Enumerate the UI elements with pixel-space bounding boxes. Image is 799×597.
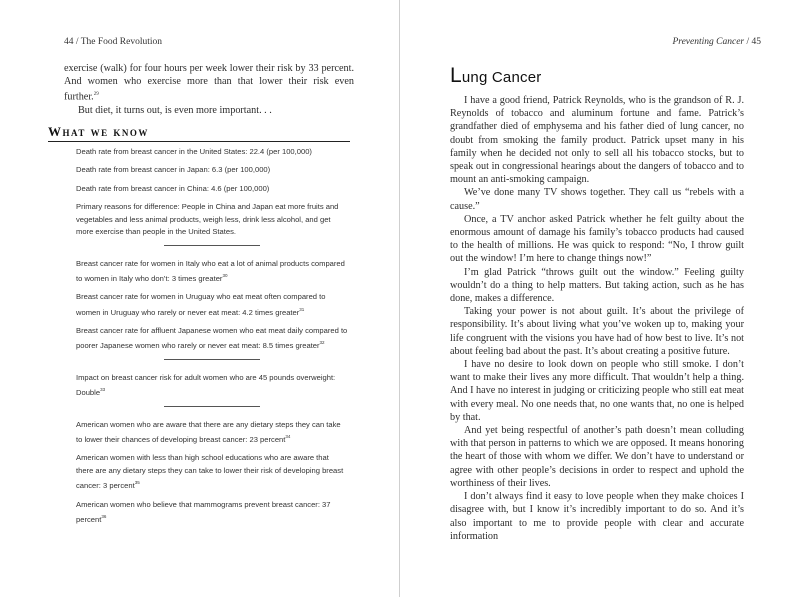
top-para-line3: But diet, it turns out, is even more important. . . <box>78 105 272 116</box>
left-running-head <box>64 37 162 47</box>
fact-item: Impact on breast cancer risk for adult women who are 45 pounds overweight: Double$^{33}$ <box>76 372 336 398</box>
footnote-marker: 30 <box>222 272 228 278</box>
chapter-title: Preventing Cancer <box>672 37 745 47</box>
fact-item: American women who are aware that there are any dietary steps they can take to lower their chances of developing breast cancer: 23 percent$^{34}$ <box>76 419 341 444</box>
divider <box>164 406 260 407</box>
footnote-marker: 36 <box>101 513 107 519</box>
book-title: The Food Revolution <box>80 37 163 47</box>
facts-group-1 <box>76 146 348 238</box>
fact-item: Death rate from breast cancer in Japan: 6.3 (per 100,000) <box>76 165 271 175</box>
fact-item: American women who believe that mammograms prevent breast cancer: 37 percent$^{36}$ <box>76 499 331 524</box>
divider <box>164 245 260 246</box>
body-paragraph: I don’t always find it easy to love people when they make choices I disagree with, but I know it’s incredibly important to do so. And it’s also important to me to provide people with clear and accurate information <box>450 491 744 542</box>
left-top-paragraph <box>64 62 354 117</box>
body-paragraph: I’m glad Patrick “throws guilt out the window.” Feeling guilty wouldn’t do a thing to help matters. But taking action, such as he has done, makes a difference. <box>450 266 744 305</box>
body-paragraph: We’ve done many TV shows together. They call us “rebels with a cause.” <box>450 187 744 212</box>
facts-group-4 <box>76 419 348 526</box>
left-running-separator: / <box>75 37 79 47</box>
left-page <box>0 0 399 597</box>
section-heading: What we know <box>48 124 350 142</box>
section-title-rest: ung Cancer <box>461 69 542 86</box>
footnote-marker: 35 <box>134 480 140 486</box>
fact-item: Breast cancer rate for affluent Japanese women who eat meat daily compared to poorer Japanese women who rarely or never eat meat: 8.5 times greater$^{32}$ <box>76 326 348 351</box>
body-paragraph: And yet being respectful of another’s path doesn’t mean colluding with that person in patterns to which we are opposed. It means honoring the heart of those with whom we differ. We don’t have to understand or agree with other people’s decisions in order to respect and uphold the worthiness of their lives. <box>450 425 744 489</box>
footnote-marker: 31 <box>299 306 305 312</box>
body-paragraph: Once, a TV anchor asked Patrick whether he felt guilty about the enormous amount of damage his family’s tobacco products had caused to the health of millions. He was quick to respond: “No, I throw guilt out the window! I’m here to change things now!” <box>450 213 744 265</box>
fact-item: Death rate from breast cancer in China: 4.6 (per 100,000) <box>76 183 270 193</box>
section-title-initial: L <box>450 64 462 87</box>
right-body-text <box>450 94 744 543</box>
fact-item: Primary reasons for difference: People in China and Japan eat more fruits and vegetables and less animal products, weigh less, drink less alcohol, and get more exercise than people in the United States. <box>76 202 339 237</box>
footnote-marker: 33 <box>100 387 106 393</box>
footnote-marker: 34 <box>285 433 291 439</box>
right-running-separator: / <box>746 37 750 47</box>
facts-group-3 <box>76 372 348 400</box>
body-paragraph: I have no desire to look down on people who still smoke. I don’t want to make their lives any more difficult. That wouldn’t help a thing. And I have no interest in judging or criticizing people who still eat meat with every meal. No one needs that, no one wants that, no one is helped by that. <box>450 359 744 423</box>
facts-group-2 <box>76 258 348 353</box>
right-page <box>400 0 799 597</box>
fact-item: Breast cancer rate for women in Italy who eat a lot of animal products compared to women in Italy who don’t: 3 times greater$^{30}$ <box>76 258 345 283</box>
footnote-marker: 29 <box>93 92 99 98</box>
top-para-line: exercise (walk) for four hours per week lower their risk by 33 percent. And women who exercise more than that lower their risk even further.$^{29}$ <box>64 63 354 103</box>
fact-item: American women with less than high school educations who are aware that there are any dietary steps they can take to lower their risk of developing breast cancer: 3 percent$^{35}$ <box>76 453 344 491</box>
section-title <box>450 64 744 88</box>
fact-item: Breast cancer rate for women in Uruguay who eat meat often compared to women in Uruguay who rarely or never eat meat: 4.2 times greater$^{31}$ <box>76 292 326 317</box>
fact-item: Death rate from breast cancer in the United States: 22.4 (per 100,000) <box>76 147 312 156</box>
facts-list <box>76 146 348 532</box>
right-column <box>450 64 744 543</box>
body-paragraph: I have a good friend, Patrick Reynolds, who is the grandson of R. J. Reynolds of tobacco and aluminum fortune and fame. Patrick’s grandfather died of emphysema and his father died of lung cancer, no doubt from smoking the family product. Patrick upset many in his family when he decided not only to sell all his tobacco stocks, but to speak out in congressional hearings about the dangers of tobacco and to mount an anti-smoking campaign. <box>450 95 744 186</box>
right-page-number: 45 <box>751 37 761 47</box>
body-paragraph: Taking your power is not about guilt. It’s about the privilege of responsibility. It’s about living what you’ve woken up to, making your life congruent with the visions you have had of how best to live. It’s not about feeling bad about the past. It’s about creating a positive future. <box>450 306 744 357</box>
left-page-number: 44 <box>64 37 74 47</box>
divider <box>164 359 260 360</box>
footnote-marker: 32 <box>319 340 325 346</box>
right-running-head <box>672 37 761 47</box>
